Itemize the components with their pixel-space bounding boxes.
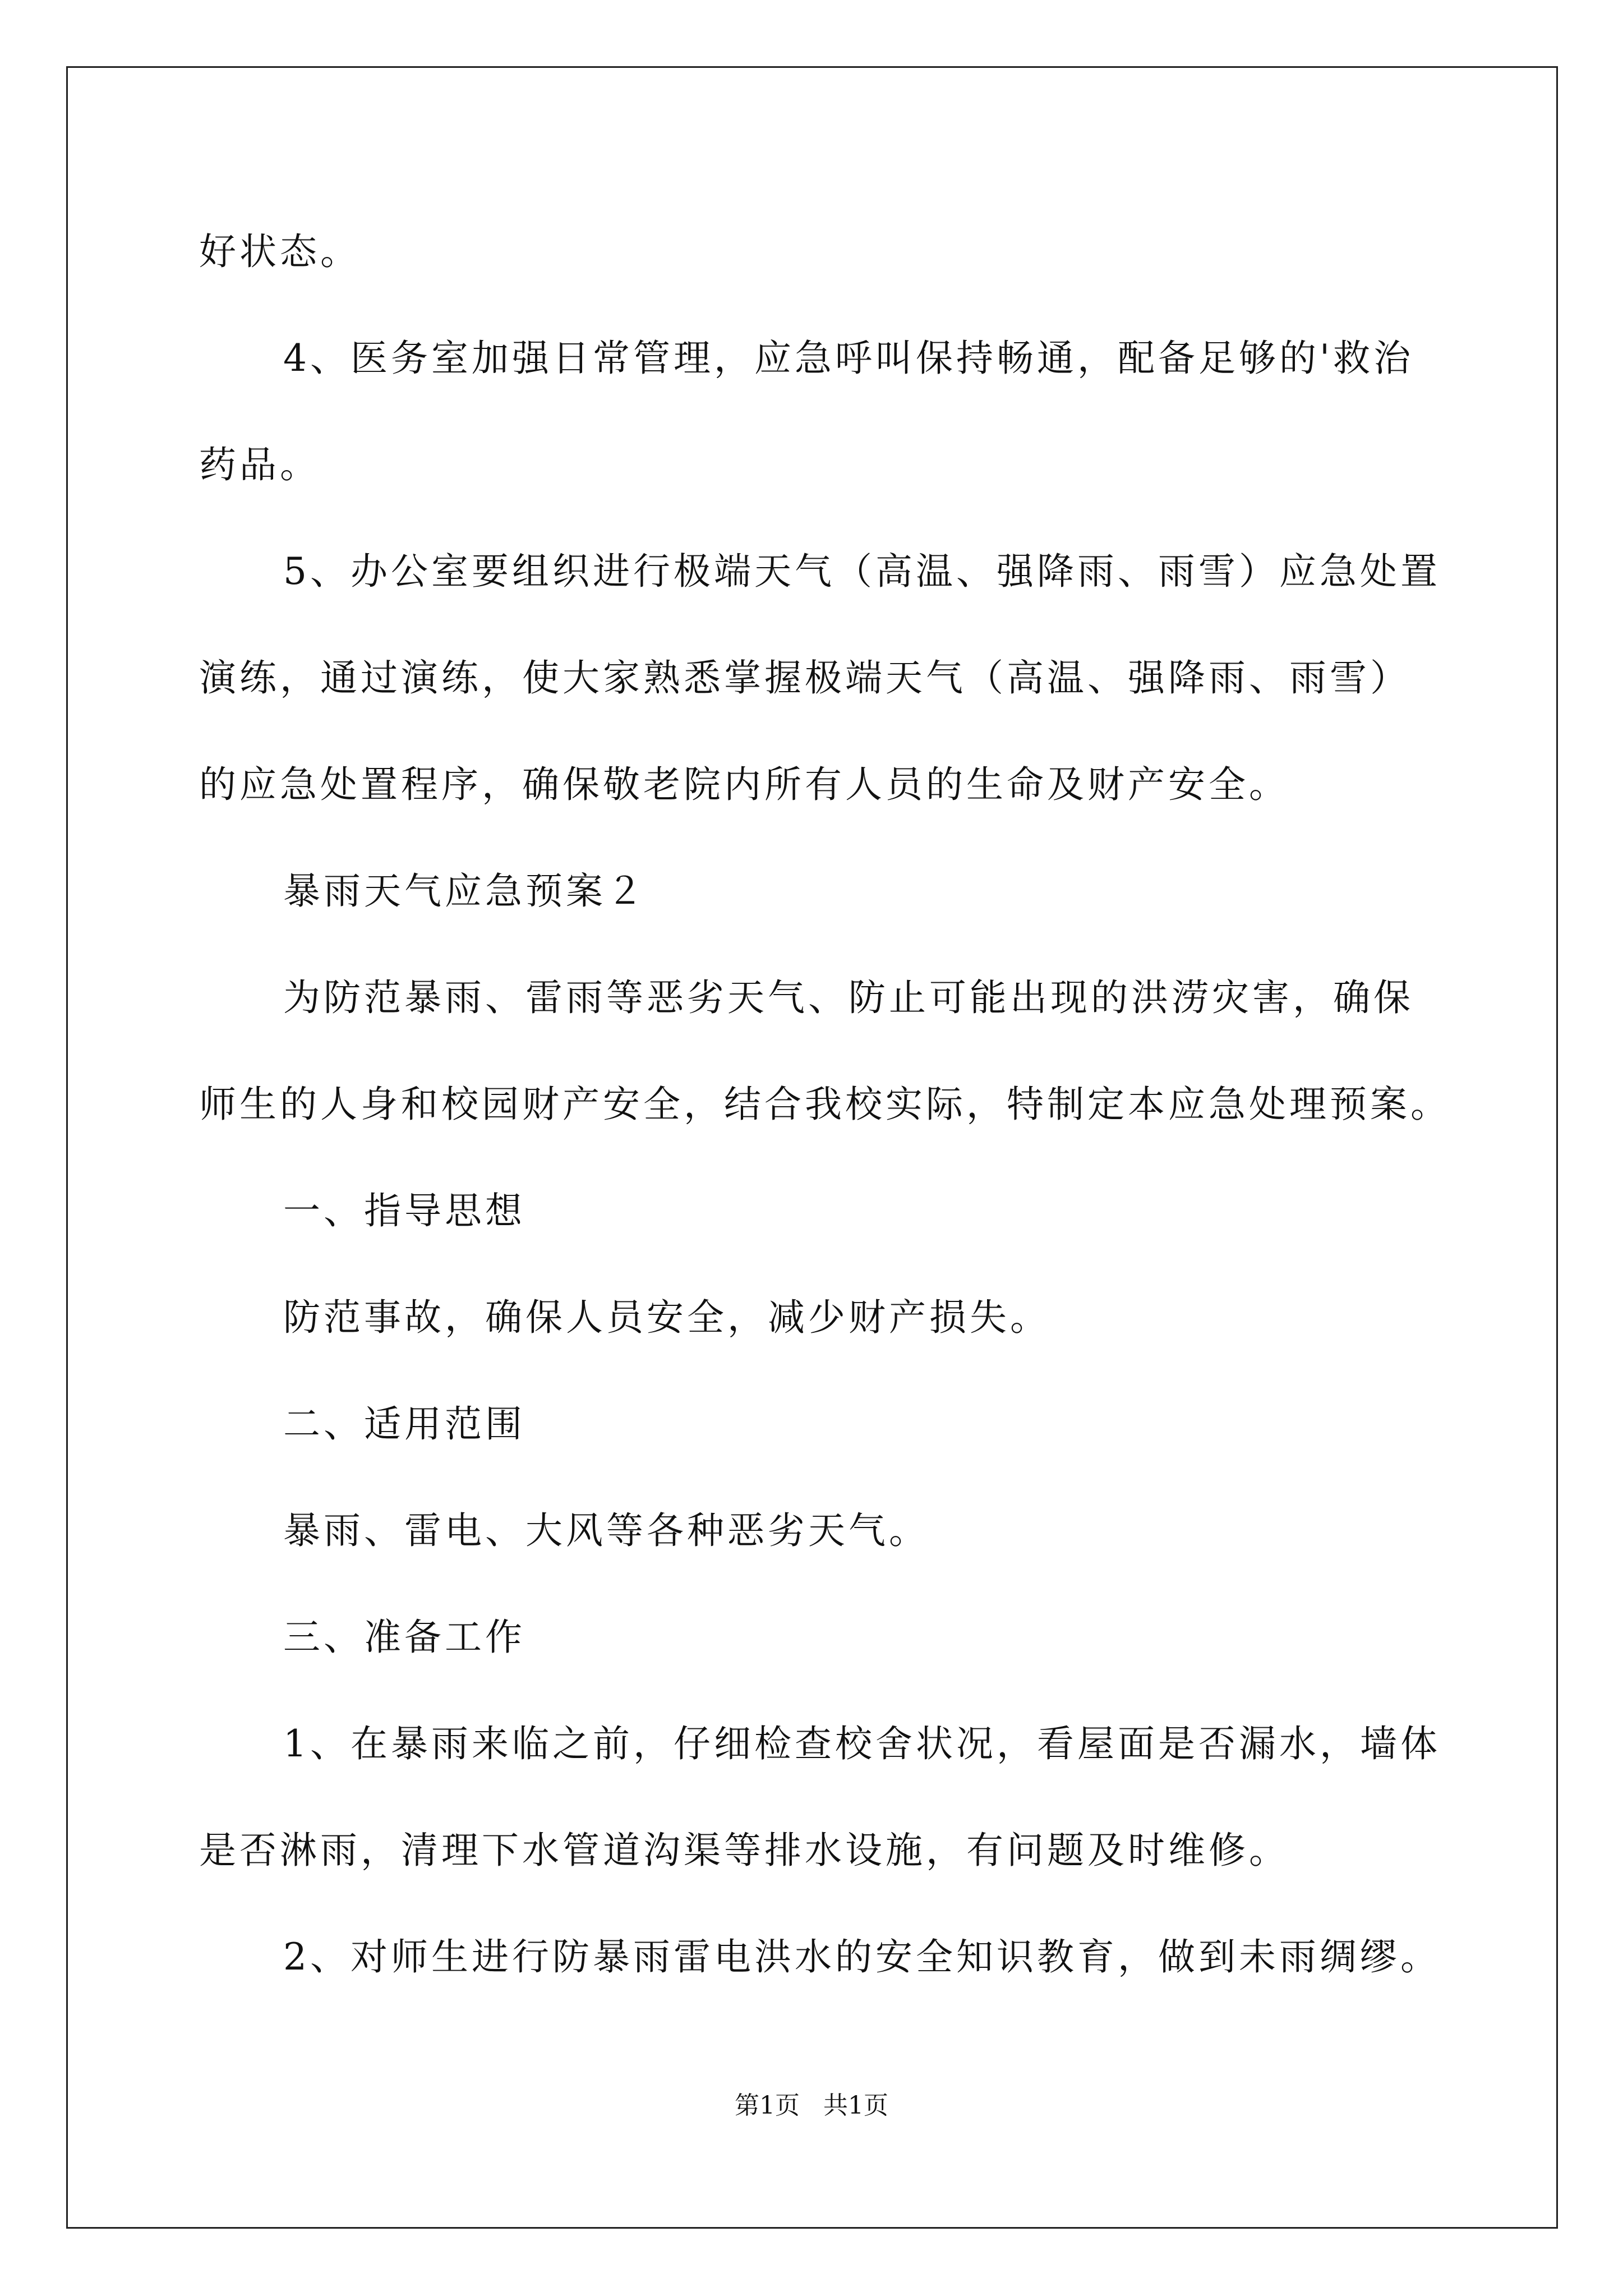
body-line-13: 暴雨、雷电、大风等各种恶劣天气。 <box>283 1509 929 1552</box>
page-frame <box>66 66 1558 2229</box>
body-line-16: 是否淋雨，清理下水管道沟渠等排水设施，有问题及时维修。 <box>199 1829 1289 1872</box>
section-heading-preparation: 三、准备工作 <box>283 1616 525 1659</box>
body-line-4: 5、办公室要组织进行极端天气（高温、强降雨、雨雪）应急处置 <box>283 550 1441 593</box>
body-line-1: 好状态。 <box>199 230 361 273</box>
section-heading-scope: 二、适用范围 <box>283 1402 525 1446</box>
body-line-11: 防范事故，确保人员安全，减少财产损失。 <box>283 1296 1050 1339</box>
body-line-8: 为防范暴雨、雷雨等恶劣天气、防止可能出现的洪涝灾害，确保 <box>283 976 1414 1019</box>
body-line-17: 2、对师生进行防暴雨雷电洪水的安全知识教育，做到未雨绸缪。 <box>283 1935 1441 1978</box>
body-line-15: 1、在暴雨来临之前，仔细检查校舍状况，看屋面是否漏水，墙体 <box>283 1722 1441 1765</box>
page-number-footer: 第1页 共1页 <box>735 2091 888 2120</box>
body-line-2: 4、医务室加强日常管理，应急呼叫保持畅通，配备足够的'救治 <box>283 337 1414 380</box>
body-line-9: 师生的人身和校园财产安全，结合我校实际，特制定本应急处理预案。 <box>199 1083 1451 1126</box>
body-line-5: 演练，通过演练，使大家熟悉掌握极端天气（高温、强降雨、雨雪） <box>199 656 1410 700</box>
body-line-3: 药品。 <box>199 443 320 486</box>
section-heading-guiding-ideology: 一、指导思想 <box>283 1189 525 1232</box>
section-heading-plan-2: 暴雨天气应急预案２ <box>283 869 647 913</box>
body-line-6: 的应急处置程序，确保敬老院内所有人员的生命及财产安全。 <box>199 763 1289 806</box>
